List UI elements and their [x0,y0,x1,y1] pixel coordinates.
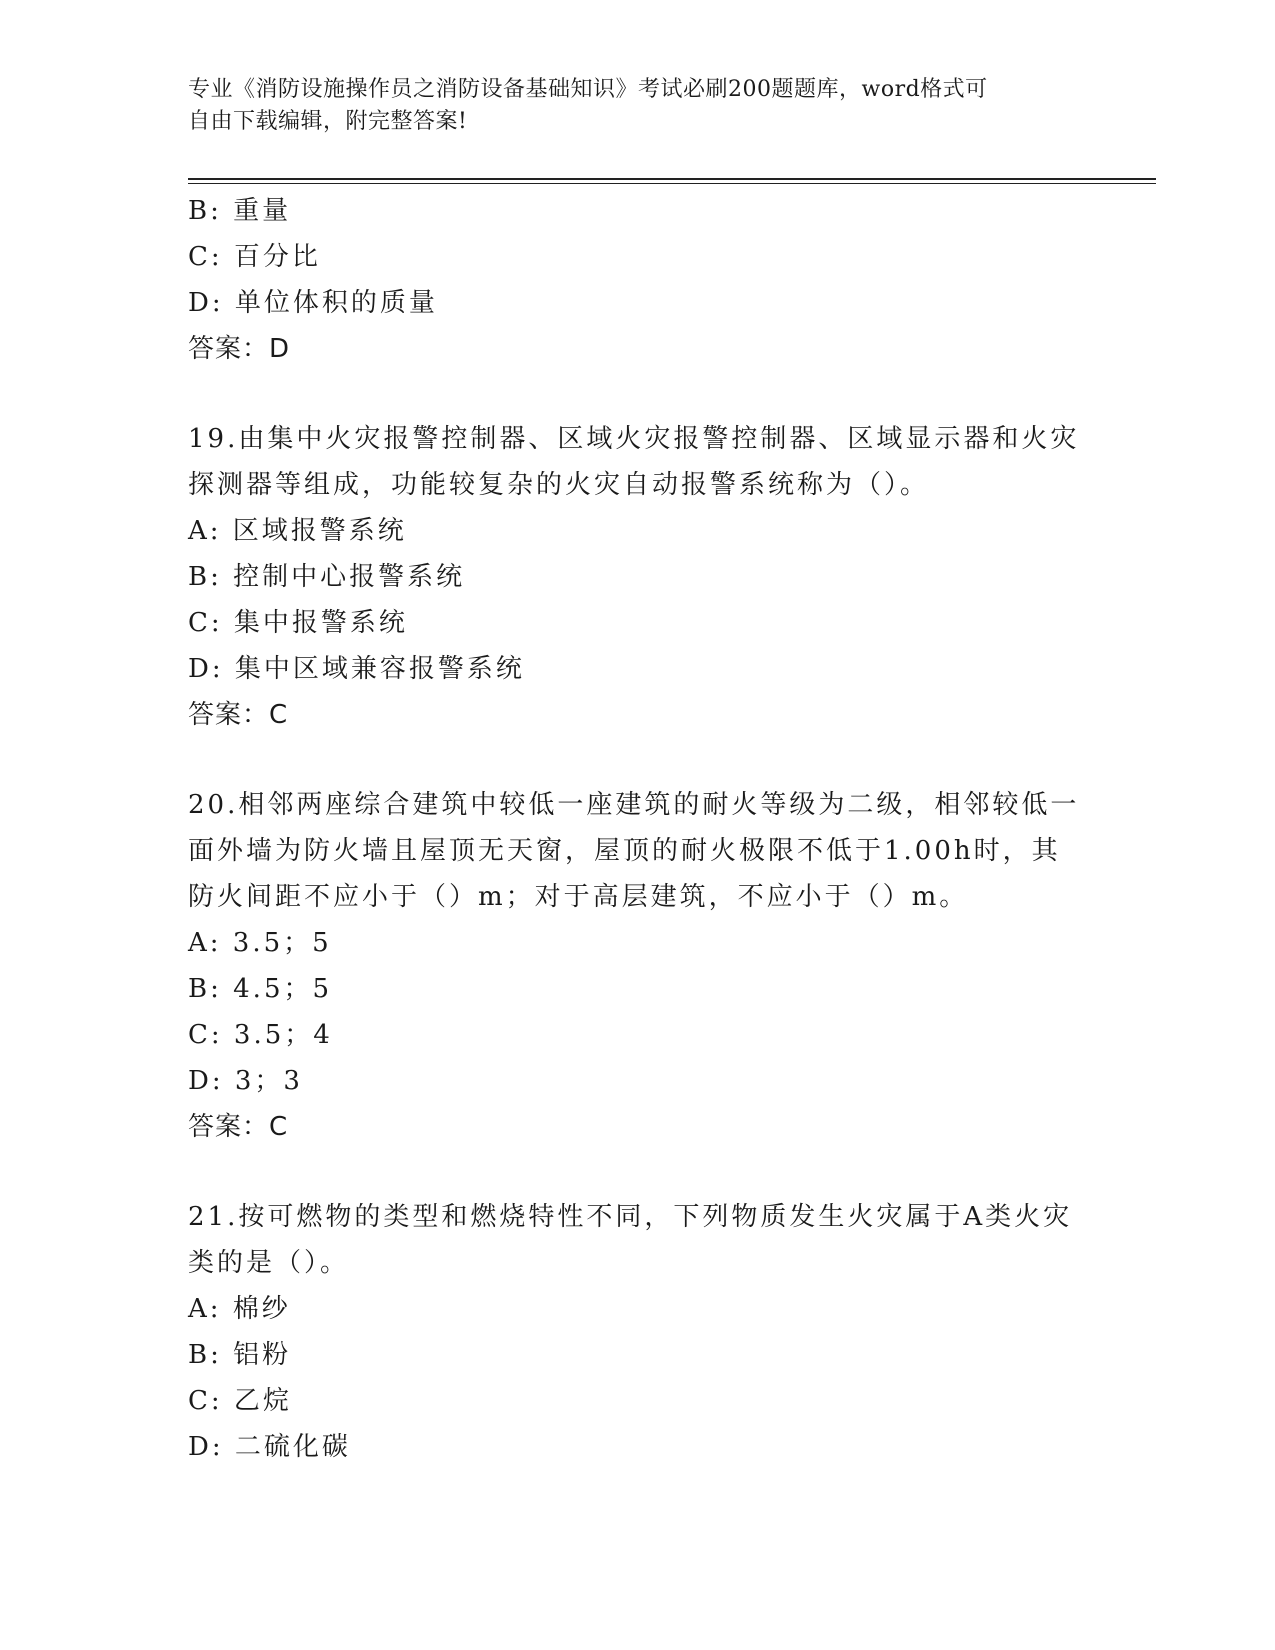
option-a: A: 棉纱 [188,1294,291,1324]
answer: 答案：C [188,700,289,730]
option-d: D: 集中区域兼容报警系统 [188,654,525,684]
question-21 [188,1194,1088,1470]
option-d: D: 单位体积的质量 [188,288,438,318]
spacer [188,372,1088,416]
answer: 答案：C [188,1112,289,1142]
header-line-1: 专业《消防设施操作员之消防设备基础知识》考试必刷200题题库，word格式可 [188,77,988,102]
spacer [188,738,1088,782]
option-c: C: 百分比 [188,242,321,272]
option-a: A: 3.5；5 [188,928,332,958]
question-text-line: 21.按可燃物的类型和燃烧特性不同，下列物质发生火灾属于A类火灾 [188,1202,1073,1232]
option-c: C: 乙烷 [188,1386,292,1416]
option-b: B: 4.5；5 [188,974,333,1004]
question-text-line: 探测器等组成，功能较复杂的火灾自动报警系统称为（）。 [188,470,930,500]
header-divider-thick [188,178,1156,180]
document-body [188,188,1088,1470]
question-text-line: 类的是（）。 [188,1248,350,1278]
option-c: C: 3.5；4 [188,1020,333,1050]
question-text-line: 面外墙为防火墙且屋顶无天窗，屋顶的耐火极限不低于1.00h时，其 [188,836,1061,866]
option-b: B: 重量 [188,196,292,226]
option-d: D: 3；3 [188,1066,303,1096]
spacer [188,1150,1088,1194]
question-18-tail [188,188,1088,372]
header-divider-thin [188,183,1156,184]
option-c: C: 集中报警系统 [188,608,408,638]
question-19 [188,416,1088,738]
option-a: A: 区域报警系统 [188,516,407,546]
header-line-2: 自由下载编辑，附完整答案! [188,109,468,134]
answer: 答案：D [188,334,291,364]
option-d: D: 二硫化碳 [188,1432,351,1462]
question-20 [188,782,1088,1150]
page-header [188,74,1068,138]
question-text-line: 防火间距不应小于（）m；对于高层建筑，不应小于（）m。 [188,882,969,912]
option-b: B: 控制中心报警系统 [188,562,466,592]
option-b: B: 铝粉 [188,1340,292,1370]
question-text-line: 20.相邻两座综合建筑中较低一座建筑的耐火等级为二级，相邻较低一 [188,790,1080,820]
question-text-line: 19.由集中火灾报警控制器、区域火灾报警控制器、区域显示器和火灾 [188,424,1080,454]
